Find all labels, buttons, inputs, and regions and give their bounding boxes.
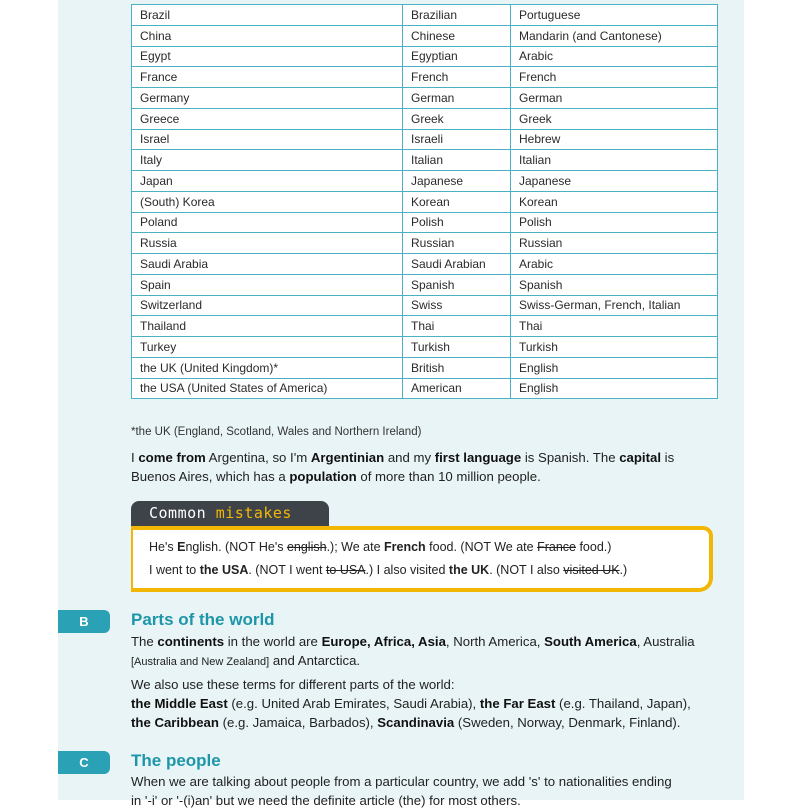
common-mistakes-word1: Common	[149, 504, 207, 522]
common-mistakes-word2: mistakes	[215, 504, 292, 522]
b-small-note: [Australia and New Zealand]	[131, 656, 270, 668]
table-footnote: *the UK (England, Scotland, Wales and Northern Ireland)	[131, 426, 422, 438]
b-text: (e.g. United Arab Emirates, Saudi Arabia),	[227, 696, 480, 711]
cm-text: .)	[619, 563, 628, 577]
countries-table	[131, 4, 718, 399]
country-cell: Israel	[132, 129, 403, 150]
b-text: (e.g. Jamaica, Barbados),	[218, 715, 378, 730]
b-text: in the world are	[224, 634, 322, 649]
b-bold: South America	[544, 634, 637, 649]
country-cell: Switzerland	[132, 295, 403, 316]
country-cell: Saudi Arabia	[132, 254, 403, 275]
country-cell: Japan	[132, 171, 403, 192]
table-row	[132, 295, 718, 316]
cm-text: .) I also visited	[365, 563, 449, 577]
language-cell: Italian	[511, 150, 718, 171]
country-cell: the USA (United States of America)	[132, 378, 403, 399]
country-cell: Russia	[132, 233, 403, 254]
section-b-tab: B	[58, 610, 110, 633]
nationality-cell: Russian	[403, 233, 511, 254]
language-cell: Turkish	[511, 337, 718, 358]
section-c-paragraph	[131, 772, 711, 810]
table-row	[132, 254, 718, 275]
cm-strikethrough: english	[286, 540, 327, 554]
language-cell: Thai	[511, 316, 718, 337]
b-bold: Scandinavia	[377, 715, 455, 730]
b-text: We also use these terms for different parts of the world:	[131, 677, 455, 692]
cm-bold: French	[384, 540, 426, 554]
cm-text: food.)	[575, 540, 612, 554]
table-row	[132, 5, 718, 26]
nationality-cell: Chinese	[403, 25, 511, 46]
intro-bold: population	[289, 469, 357, 484]
country-cell: Brazil	[132, 5, 403, 26]
language-cell: Arabic	[511, 46, 718, 67]
nationality-cell: Israeli	[403, 129, 511, 150]
nationality-cell: Turkish	[403, 337, 511, 358]
intro-text: of more than 10 million people.	[356, 469, 541, 484]
section-b-title: Parts of the world	[131, 610, 275, 629]
b-bold: the Far East	[479, 696, 556, 711]
country-cell: France	[132, 67, 403, 88]
intro-text: is Buenos Aires, which has a	[131, 450, 675, 484]
table-row	[132, 171, 718, 192]
table-row	[132, 233, 718, 254]
nationality-cell: Saudi Arabian	[403, 254, 511, 275]
table-row	[132, 25, 718, 46]
language-cell: Polish	[511, 212, 718, 233]
language-cell: English	[511, 357, 718, 378]
table-row	[132, 337, 718, 358]
language-cell: French	[511, 67, 718, 88]
common-mistakes-line-2	[149, 563, 627, 577]
nationality-cell: American	[403, 378, 511, 399]
intro-paragraph	[131, 448, 711, 486]
language-cell: Spanish	[511, 274, 718, 295]
language-cell: German	[511, 88, 718, 109]
nationality-cell: Thai	[403, 316, 511, 337]
nationality-cell: Swiss	[403, 295, 511, 316]
table-row	[132, 357, 718, 378]
language-cell: Greek	[511, 108, 718, 129]
nationality-cell: Korean	[403, 191, 511, 212]
cm-text: He's	[149, 540, 178, 554]
country-cell: Turkey	[132, 337, 403, 358]
language-cell: Portuguese	[511, 5, 718, 26]
cm-bold: the UK	[448, 563, 490, 577]
nationality-cell: Brazilian	[403, 5, 511, 26]
language-cell: Japanese	[511, 171, 718, 192]
common-mistakes-header	[131, 501, 329, 526]
c-text: When we are talking about people from a particular country, we add 's' to nationalities ending	[131, 774, 672, 789]
intro-text: and my	[384, 450, 435, 465]
b-bold: Europe, Africa, Asia	[321, 634, 446, 649]
cm-bold: the USA	[199, 563, 249, 577]
country-cell: China	[132, 25, 403, 46]
cm-text: I went to	[149, 563, 200, 577]
nationality-cell: Italian	[403, 150, 511, 171]
cm-text: .); We ate	[326, 540, 384, 554]
country-cell: (South) Korea	[132, 191, 403, 212]
section-b-paragraph-2	[131, 675, 711, 732]
table-row	[132, 150, 718, 171]
table-row	[132, 274, 718, 295]
table-row	[132, 67, 718, 88]
cm-text: . (NOT I also	[489, 563, 564, 577]
b-text: (e.g. Thailand, Japan),	[555, 696, 691, 711]
nationality-cell: French	[403, 67, 511, 88]
cm-text: . (NOT I went	[248, 563, 326, 577]
b-text: , Australia	[636, 634, 695, 649]
table-row	[132, 46, 718, 67]
table-row	[132, 191, 718, 212]
common-mistakes-box	[131, 526, 713, 592]
table-row	[132, 316, 718, 337]
nationality-cell: German	[403, 88, 511, 109]
nationality-cell: Spanish	[403, 274, 511, 295]
cm-text: food. (NOT We ate	[425, 540, 538, 554]
cm-strikethrough: to USA	[325, 563, 366, 577]
intro-bold: capital	[619, 450, 661, 465]
common-mistakes-line-1	[149, 540, 611, 554]
country-cell: Germany	[132, 88, 403, 109]
language-cell: Korean	[511, 191, 718, 212]
cm-bold: E	[177, 540, 186, 554]
b-bold: the Middle East	[131, 696, 228, 711]
b-bold: continents	[157, 634, 225, 649]
country-cell: the UK (United Kingdom)*	[132, 357, 403, 378]
intro-text: is Spanish. The	[521, 450, 620, 465]
table-row	[132, 378, 718, 399]
section-c-tab: C	[58, 751, 110, 774]
table-row	[132, 129, 718, 150]
cm-text: nglish. (NOT He's	[185, 540, 287, 554]
c-text: in '-i' or '-(i)an' but we need the definite article (the) for most others.	[131, 793, 521, 808]
intro-bold: first language	[434, 450, 522, 465]
language-cell: Swiss-German, French, Italian	[511, 295, 718, 316]
b-text: , North America,	[445, 634, 545, 649]
intro-bold: come from	[138, 450, 206, 465]
nationality-cell: British	[403, 357, 511, 378]
table-row	[132, 108, 718, 129]
country-cell: Egypt	[132, 46, 403, 67]
b-bold: the Caribbean	[131, 715, 219, 730]
country-cell: Italy	[132, 150, 403, 171]
section-b-paragraph-1	[131, 632, 711, 672]
country-cell: Thailand	[132, 316, 403, 337]
b-text: The	[131, 634, 158, 649]
b-text: and Antarctica.	[269, 653, 361, 668]
section-c-title: The people	[131, 751, 221, 770]
language-cell: Mandarin (and Cantonese)	[511, 25, 718, 46]
nationality-cell: Japanese	[403, 171, 511, 192]
nationality-cell: Egyptian	[403, 46, 511, 67]
country-cell: Spain	[132, 274, 403, 295]
cm-strikethrough: visited UK	[563, 563, 620, 577]
intro-text: I	[131, 450, 139, 465]
table-row	[132, 88, 718, 109]
country-cell: Poland	[132, 212, 403, 233]
cm-strikethrough: France	[537, 540, 576, 554]
intro-text: Argentina, so I'm	[205, 450, 311, 465]
b-text: (Sweden, Norway, Denmark, Finland).	[454, 715, 681, 730]
language-cell: English	[511, 378, 718, 399]
language-cell: Hebrew	[511, 129, 718, 150]
table-row	[132, 212, 718, 233]
language-cell: Russian	[511, 233, 718, 254]
country-cell: Greece	[132, 108, 403, 129]
intro-bold: Argentinian	[310, 450, 385, 465]
language-cell: Arabic	[511, 254, 718, 275]
nationality-cell: Polish	[403, 212, 511, 233]
countries-table-body	[132, 5, 718, 399]
nationality-cell: Greek	[403, 108, 511, 129]
